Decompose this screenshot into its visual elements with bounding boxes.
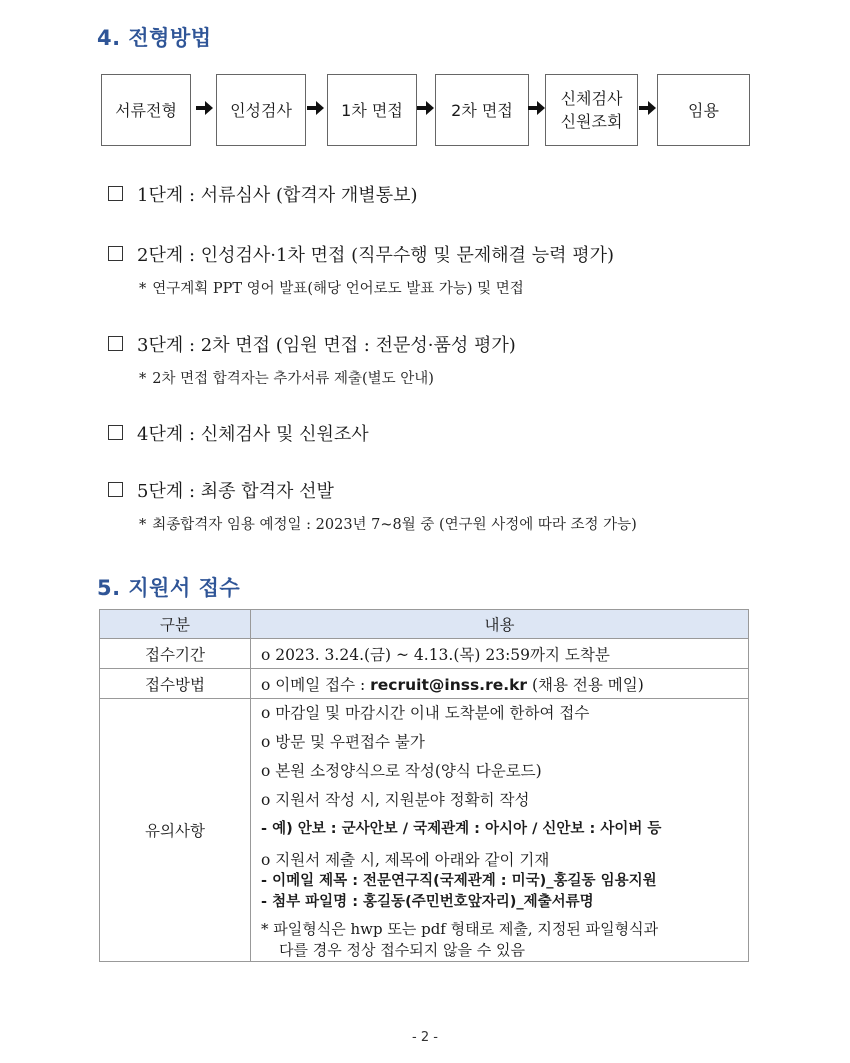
arrow-right-icon: [416, 98, 435, 118]
arrow-right-icon: [195, 98, 214, 118]
period-value: o 2023. 3.24.(금) ~ 4.13.(목) 23:59까지 도착분: [251, 639, 749, 669]
stage-3: 3단계 : 2차 면접 (임원 면접 : 전문성·품성 평가): [108, 331, 516, 357]
flow-step-first-interview: 1차 면접: [327, 74, 417, 146]
table-row: [100, 669, 749, 699]
notes-content: [251, 699, 749, 962]
page-number: - 2 -: [412, 1030, 438, 1045]
stage-3-note: * 2차 면접 합격자는 추가서류 제출(별도 안내): [139, 371, 434, 387]
flow-step-second-interview: 2차 면접: [435, 74, 529, 146]
stage-5-note: * 최종합격자 임용 예정일 : 2023년 7~8월 중 (연구원 사정에 따라 조정 가능): [139, 517, 637, 533]
checkbox-square-icon: [108, 482, 123, 497]
checkbox-square-icon: [108, 246, 123, 261]
note-item: o 본원 소정양식으로 작성(양식 다운로드): [261, 762, 542, 780]
note-item: o 지원서 제출 시, 제목에 아래와 같이 기재: [261, 851, 550, 869]
stage-2-note: * 연구계획 PPT 영어 발표(해당 언어로도 발표 가능) 및 면접: [139, 281, 524, 297]
table-row: [100, 699, 749, 962]
checkbox-square-icon: [108, 186, 123, 201]
format-note: 다를 경우 정상 접수되지 않을 수 있음: [279, 941, 525, 959]
email-subject-format: - 이메일 제목 : 전문연구직(국제관계 : 미국)_홍길동 임용지원: [261, 873, 657, 889]
row-label-notes: 유의사항: [100, 699, 251, 962]
example-line: - 예) 안보 : 군사안보 / 국제관계 : 아시아 / 신안보 : 사이버 등: [261, 821, 662, 837]
application-table: [99, 609, 749, 962]
method-value: o 이메일 접수 : recruit@inss.re.kr (채용 전용 메일): [251, 669, 749, 699]
email-link[interactable]: recruit@inss.re.kr: [370, 675, 528, 694]
stage-2: 2단계 : 인성검사·1차 면접 (직무수행 및 문제해결 능력 평가): [108, 241, 614, 267]
selection-process-flow: [101, 74, 751, 146]
note-item: o 지원서 작성 시, 지원분야 정확히 작성: [261, 791, 530, 809]
stage-1: 1단계 : 서류심사 (합격자 개별통보): [108, 181, 418, 207]
note-item: o 마감일 및 마감시간 이내 도착분에 한하여 접수: [261, 704, 590, 722]
format-note: * 파일형식은 hwp 또는 pdf 형태로 제출, 지정된 파일형식과: [261, 920, 659, 938]
arrow-right-icon: [306, 98, 325, 118]
row-label-method: 접수방법: [100, 669, 251, 699]
flow-step-physical-background-check: 신체검사 신원조회: [545, 74, 638, 146]
table-header-row: [100, 610, 749, 639]
checkbox-square-icon: [108, 336, 123, 351]
stage-4: 4단계 : 신체검사 및 신원조사: [108, 420, 369, 446]
stage-5: 5단계 : 최종 합격자 선발: [108, 477, 334, 503]
flow-step-appointment: 임용: [657, 74, 750, 146]
header-content: 내용: [251, 610, 749, 639]
note-item: o 방문 및 우편접수 불가: [261, 733, 425, 751]
section-5-title: 5. 지원서 접수: [97, 576, 241, 600]
section-4-title: 4. 전형방법: [97, 26, 212, 50]
arrow-right-icon: [527, 98, 546, 118]
row-label-period: 접수기간: [100, 639, 251, 669]
header-category: 구분: [100, 610, 251, 639]
checkbox-square-icon: [108, 425, 123, 440]
flow-step-document-screening: 서류전형: [101, 74, 191, 146]
table-row: [100, 639, 749, 669]
arrow-right-icon: [638, 98, 657, 118]
attachment-name-format: - 첨부 파일명 : 홍길동(주민번호앞자리)_제출서류명: [261, 894, 594, 910]
flow-step-personality-test: 인성검사: [216, 74, 306, 146]
